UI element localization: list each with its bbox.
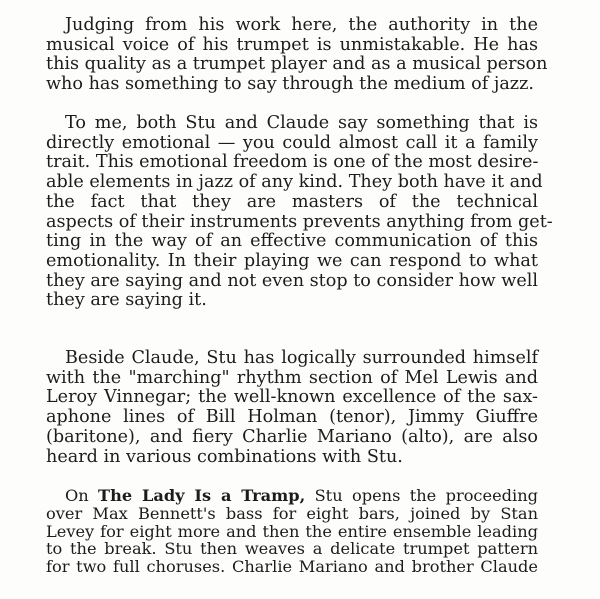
text-line: aspects of their instruments prevents anything from get- <box>46 211 553 232</box>
text-line: with the "marching" rhythm section of Mel Lewis and <box>46 367 538 388</box>
paragraph-authority <box>46 15 548 95</box>
paragraph-emotional <box>46 113 553 311</box>
text-line: aphone lines of Bill Holman (tenor), Jimmy Giuffre <box>46 407 538 428</box>
text-line: trait. This emotional freedom is one of the most desire- <box>46 152 539 173</box>
text-line: they are saying it. <box>46 290 207 311</box>
text-line: this quality as a trumpet player and as a musical person <box>46 54 548 75</box>
text-line: they are saying and not even stop to consider how well <box>46 270 538 291</box>
text-line: heard in various combinations with Stu. <box>46 446 403 467</box>
text-line: directly emotional — you could almost call it a family <box>46 132 538 153</box>
text-line: emotionality. In their playing we can respond to what <box>46 250 538 271</box>
text-line: Judging from his work here, the authority in the <box>65 15 538 35</box>
paragraph-rhythm-section <box>46 349 538 467</box>
text-line: musical voice of his trumpet is unmistakable. He has <box>46 34 538 55</box>
text-line: who has something to say through the medium of jazz. <box>46 74 534 95</box>
text-fragment: Stu opens the proceeding <box>305 486 538 505</box>
text-line: Levey for eight more and then the entire ensemble leading <box>46 521 538 541</box>
text-line: Beside Claude, Stu has logically surrounded himself <box>65 348 538 368</box>
text-line: (baritone), and fiery Charlie Mariano (alto), are also <box>46 426 538 447</box>
paragraph-lady-is-a-tramp <box>46 487 538 576</box>
text-line <box>46 487 538 505</box>
text-line: to the break. Stu then weaves a delicate trumpet pattern <box>46 539 538 559</box>
song-title: The Lady Is a Tramp, <box>98 486 306 505</box>
text-line: over Max Bennett's bass for eight bars, joined by Stan <box>46 503 538 523</box>
text-line: for two full choruses. Charlie Mariano and brother Claude <box>46 557 538 577</box>
text-line: To me, both Stu and Claude say something that is <box>65 113 538 133</box>
text-fragment: On <box>65 486 99 505</box>
text-line: the fact that they are masters of the technical <box>46 191 538 212</box>
text-line: able elements in jazz of any kind. They both have it and <box>46 172 543 193</box>
text-line: Leroy Vinnegar; the well-known excellence of the sax- <box>46 387 538 408</box>
text-line: ting in the way of an effective communication of this <box>46 231 538 252</box>
